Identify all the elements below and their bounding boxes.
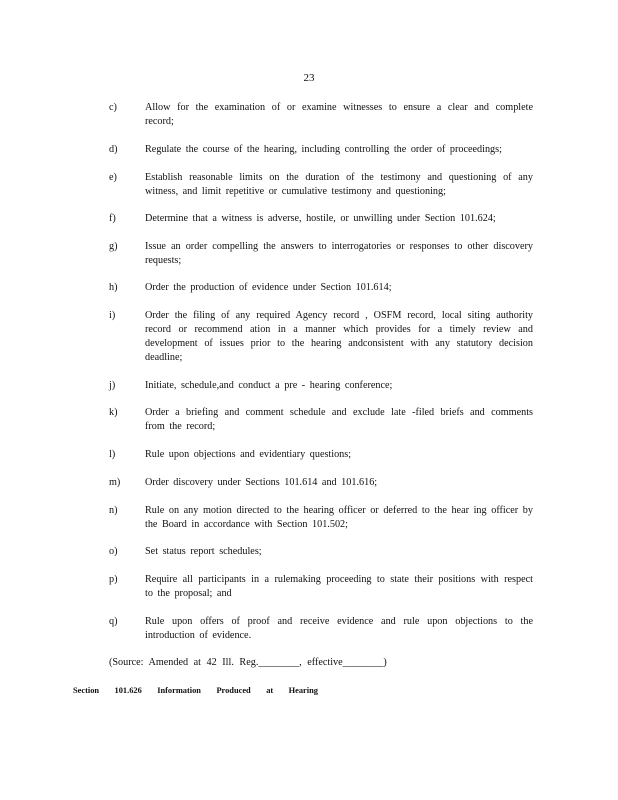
item-letter: m) <box>109 477 121 488</box>
item-letter: j) <box>109 380 116 391</box>
item-letter: i) <box>109 310 116 321</box>
section-heading-word: Hearing <box>288 686 318 695</box>
section-heading-word: 101.626 <box>114 686 142 695</box>
item-text: Set status report schedules; <box>145 546 262 557</box>
section-heading-word: at <box>266 686 274 695</box>
item-text: Order discovery under Sections 101.614 and 101.616; <box>145 477 378 488</box>
item-text: Order a briefing and comment schedule and exclude late -filed briefs and comments from the record; <box>145 407 533 432</box>
section-heading-word: Section <box>73 686 100 695</box>
item-text: Regulate the course of the hearing, including controlling the order of proceedings; <box>145 144 502 155</box>
item-letter: q) <box>109 616 118 627</box>
item-letter: c) <box>109 102 117 113</box>
item-text: Require all participants in a rulemaking proceeding to state their positions with respect to the proposal; and <box>145 574 533 599</box>
item-text: Initiate, schedule,and conduct a pre - hearing conference; <box>145 380 393 391</box>
item-text: Issue an order compelling the answers to interrogatories or responses to other discovery requests; <box>145 241 533 266</box>
item-letter: d) <box>109 144 118 155</box>
item-letter: n) <box>109 505 118 516</box>
source-note: (Source: Amended at 42 Ill. Reg.________, effective________) <box>109 657 387 668</box>
item-text: Order the filing of any required Agency record , OSFM record, local siting authority record or recommend ation in a manner which provides for a timely review and development of issues prior to the hearing andconsistent with any statutory decision deadline; <box>145 310 533 363</box>
item-text: Determine that a witness is adverse, hostile, or unwilling under Section 101.624; <box>145 213 496 224</box>
item-letter: g) <box>109 241 118 252</box>
item-text: Allow for the examination of or examine witnesses to ensure a clear and complete record; <box>145 102 533 127</box>
item-text: Order the production of evidence under Section 101.614; <box>145 282 392 293</box>
item-text: Rule upon objections and evidentiary questions; <box>145 449 352 460</box>
section-heading-word: Information <box>157 686 201 695</box>
item-letter: e) <box>109 172 117 183</box>
item-letter: l) <box>109 449 116 460</box>
item-letter: h) <box>109 282 118 293</box>
item-letter: f) <box>109 213 116 224</box>
item-text: Rule on any motion directed to the hearing officer or deferred to the hear ing officer by the Board in accordance with Section 101.502; <box>145 505 533 530</box>
section-heading-word: Produced <box>216 686 251 695</box>
section-heading <box>73 686 318 695</box>
item-letter: k) <box>109 407 118 418</box>
item-text: Establish reasonable limits on the duration of the testimony and questioning of any witness, and limit repetitive or cumulative testimony and questioning; <box>145 172 533 197</box>
item-letter: p) <box>109 574 118 585</box>
item-letter: o) <box>109 546 118 557</box>
item-text: Rule upon offers of proof and receive evidence and rule upon objections to the introduction of evidence. <box>145 616 533 641</box>
page-number: 23 <box>303 72 315 84</box>
